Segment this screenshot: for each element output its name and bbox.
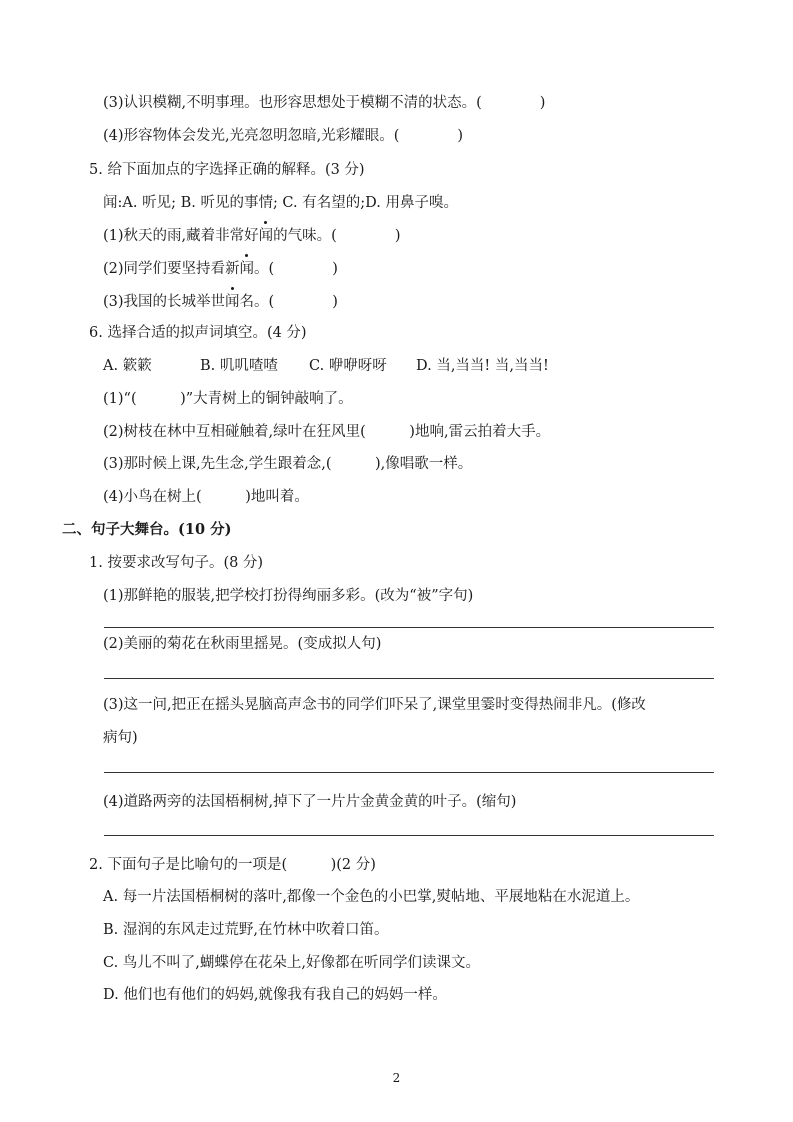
q6-option-c: C. 咿咿呀呀 <box>309 358 387 374</box>
q6-item-3: (3)那时候上课,先生念,学生跟着念,( ),像唱歌一样。 <box>103 456 473 472</box>
q6-option-b: B. 叽叽喳喳 <box>200 358 278 374</box>
s2-q1-item-3: (3)这一问,把正在摇头晃脑高声念书的同学们吓呆了,课堂里霎时变得热闹非凡。(修改 <box>103 697 646 713</box>
s2-q2-title: 2. 下面句子是比喻句的一项是( )(2 分) <box>89 857 376 873</box>
q5-item-1-before: (1)秋天的雨,藏着非常好 <box>103 228 259 244</box>
answer-line[interactable] <box>104 835 714 836</box>
q5-item-2 <box>103 259 338 279</box>
q4-item-3: (3)认识模糊,不明事理。也形容思想处于模糊不清的状态。( ) <box>103 95 546 111</box>
q6-item-2: (2)树枝在林中互相碰触着,绿叶在狂风里( )地响,雷云拍着大手。 <box>103 424 551 440</box>
s2-q1-item-4: (4)道路两旁的法国梧桐树,掉下了一片片金黄金黄的叶子。(缩句) <box>103 794 517 810</box>
q5-item-1-after: 的气味。( ) <box>273 228 401 244</box>
q5-item-1 <box>103 226 400 246</box>
q6-title: 6. 选择合适的拟声词填空。(4 分) <box>89 325 307 341</box>
s2-q2-option-b: B. 湿润的东风走过荒野,在竹林中吹着口笛。 <box>103 922 389 938</box>
s2-q1-item-1: (1)那鲜艳的服装,把学校打扮得绚丽多彩。(改为“被”字句) <box>103 588 474 604</box>
q5-options: 闻:A. 听见; B. 听见的事情; C. 有名望的;D. 用鼻子嗅。 <box>103 195 458 211</box>
dotted-character: 闻 <box>258 228 274 244</box>
q6-item-1: (1)“( )”大青树上的铜钟敲响了。 <box>103 391 353 407</box>
q5-item-3-after: 名。( ) <box>239 294 338 310</box>
s2-q2-option-c: C. 鸟儿不叫了,蝴蝶停在花朵上,好像都在听同学们读课文。 <box>103 955 481 971</box>
s2-q1-item-2: (2)美丽的菊花在秋雨里摇晃。(变成拟人句) <box>103 636 382 652</box>
s2-q2-option-a: A. 每一片法国梧桐树的落叶,都像一个金色的小巴掌,熨帖地、平展地粘在水泥道上。 <box>103 889 640 905</box>
s2-q2-option-d: D. 他们也有他们的妈妈,就像我有我自己的妈妈一样。 <box>103 987 447 1003</box>
q5-item-2-after: 。( ) <box>254 261 338 277</box>
answer-line[interactable] <box>104 772 714 773</box>
answer-line[interactable] <box>104 627 714 628</box>
section-2-heading: 二、句子大舞台。(10 分) <box>62 521 232 538</box>
dotted-character: 闻 <box>225 294 240 310</box>
q5-item-3-before: (3)我国的长城举世 <box>103 294 226 310</box>
q5-title: 5. 给下面加点的字选择正确的解释。(3 分) <box>89 162 365 178</box>
dotted-character: 闻 <box>239 261 255 277</box>
q6-option-d: D. 当,当当! 当,当当! <box>416 358 549 374</box>
answer-line[interactable] <box>104 678 714 679</box>
s2-q1-item-3-cont: 病句) <box>103 730 138 746</box>
page-number: 2 <box>392 1071 401 1085</box>
q4-item-4: (4)形容物体会发光,光亮忽明忽暗,光彩耀眼。( ) <box>103 128 464 144</box>
q5-item-2-before: (2)同学们要坚持看新 <box>103 261 240 277</box>
s2-q1-title: 1. 按要求改写句子。(8 分) <box>89 555 264 571</box>
q5-item-3 <box>103 292 338 312</box>
q6-option-a: A. 簌簌 <box>103 358 152 374</box>
q6-item-4: (4)小鸟在树上( )地叫着。 <box>103 489 309 505</box>
